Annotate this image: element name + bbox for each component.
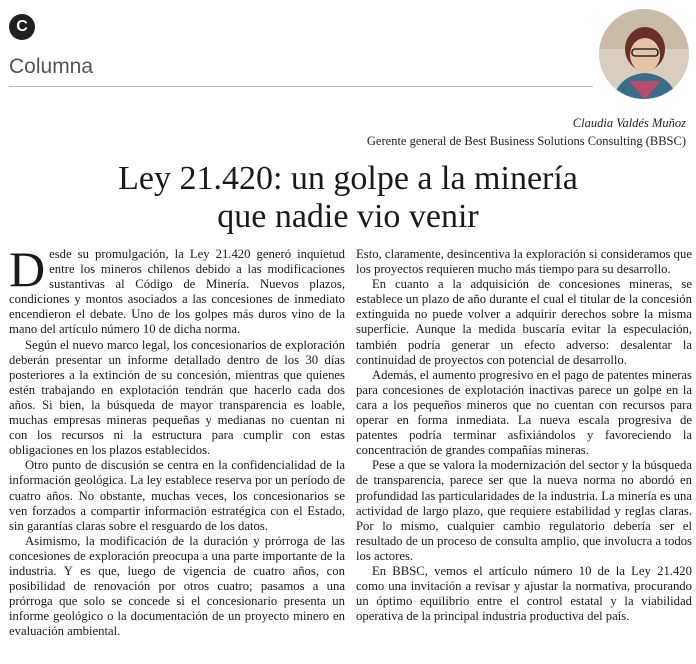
headline: [0, 160, 696, 236]
article-right-column: [356, 247, 692, 624]
article-paragraph: Esto, claramente, desincentiva la exploración si consideramos que los proyectos requieren mucho más tiempo para su desarrollo.: [356, 247, 692, 277]
article-paragraph: En BBSC, vemos el artículo número 10 de la Ley 21.420 como una invitación a revisar y ajustar la normativa, procurando un óptimo equilibrio entre el control estatal y la viabilidad operativa de la principal industria productiva del país.: [356, 563, 692, 624]
article-paragraph: Asimismo, la modificación de la duración y prórroga de las concesiones de exploración preocupa a una parte importante de la industria. Y es que, luego de vigencia de cuatro años, con posibilidad de renovación por otros cuatro; pasamos a una prórroga que solo se concede si el concesionario presenta un informe geológico o la documentación de un proyecto minero en evaluación ambiental.: [9, 533, 345, 639]
column-badge-letter: C: [16, 18, 28, 35]
article-paragraph: En cuanto a la adquisición de concesiones mineras, se establece un plazo de año durante el cual el titular de la concesión extinguida no puede volver a adquirir derechos sobre la misma superficie. Aunque la medida buscaría evitar la especulación, también podría generar un efecto adverso: desalentar la continuidad de proyectos con potencial de desarrollo.: [356, 277, 692, 367]
section-label: Columna: [9, 55, 94, 78]
author-role: Gerente general de Best Business Solutions Consulting (BBSC): [366, 134, 686, 148]
article-paragraph: [9, 241, 345, 338]
article-paragraph: Otro punto de discusión se centra en la confidencialidad de la información geológica. La ley establece reserva por un período de cuatro años. No obstante, muchas veces, los concesionarios se ven forzados a compartir información estratégica con el Estado, sin garantías claras sobre el resguardo de los datos.: [9, 458, 345, 533]
author-name: Claudia Valdés Muñoz: [572, 116, 686, 130]
drop-cap: D: [9, 241, 46, 297]
author-portrait-icon: [599, 9, 689, 99]
paragraph-text: esde su promulgación, la Ley 21.420 generó inquietud entre los mineros chilenos debido a las modificaciones sustantivas al Código de Minería. Nuevos plazos, condiciones y montos asociados a las concesiones de inmediato encendieron el debate. Uno de los golpes más duros vino de la mano del artículo número 10 de dicha norma.: [9, 247, 345, 337]
author-photo: [599, 9, 689, 99]
headline-line-1: Ley 21.420: un golpe a la minería: [118, 160, 578, 197]
article-paragraph: Además, el aumento progresivo en el pago de patentes mineras para concesiones de explotación inactivas parece un golpe en la cara a los pequeños mineros que no cuentan con recursos para operar en forma inmediata. La nueva escala progresiva de patentes podría terminar asfixiándolos y favoreciendo la concentración de grandes compañías mineras.: [356, 367, 692, 458]
column-badge: [9, 14, 35, 40]
headline-line-2: que nadie vio venir: [217, 198, 479, 235]
article-paragraph: Según el nuevo marco legal, los concesionarios de exploración deberán presentar un informe detallado dentro de los 30 días posteriores a la extinción de su concesión, mientras que quienes estén trabajando en explotación tendrán que hacerlo cada dos años. Si bien, la búsqueda de mayor transparencia es loable, muchas empresas mineras pequeñas y medianas no cuentan ni con los recursos ni la estructura para cumplir con estas obligaciones en los plazos establecidos.: [9, 337, 345, 458]
article-left-column: [9, 241, 345, 639]
header-divider: [9, 86, 593, 87]
article-paragraph: Pese a que se valora la modernización del sector y la búsqueda de transparencia, parece ser que la nueva norma no abordó en profundidad las particularidades de la industria. La minería es una actividad de largo plazo, que requiere estabilidad y reglas claras. Por lo mismo, cualquier cambio regulatorio debería ser el resultado de un proceso de consulta amplio, que involucra a todos los actores.: [356, 458, 692, 563]
